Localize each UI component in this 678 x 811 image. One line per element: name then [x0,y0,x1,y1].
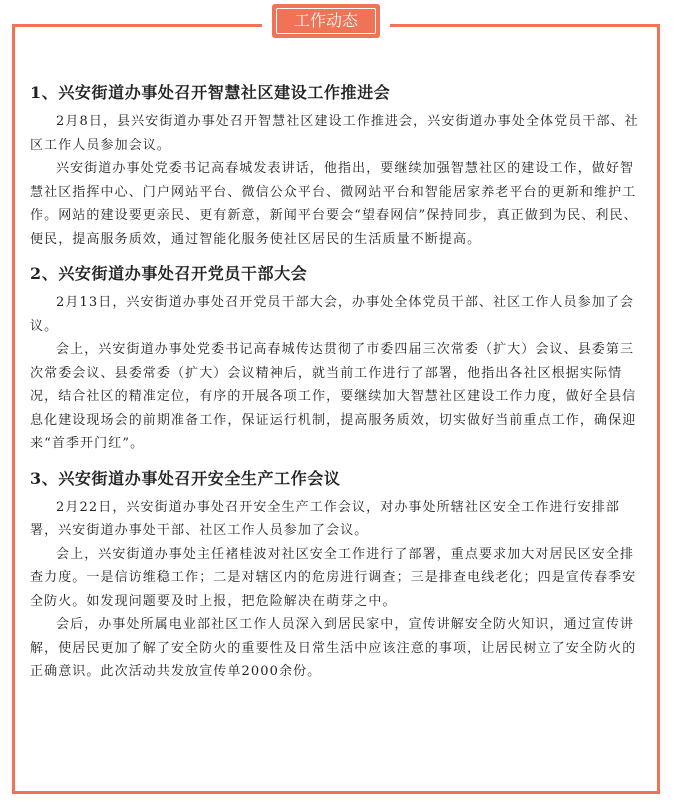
news-section-2 [30,263,640,456]
news-section-3 [30,468,640,684]
section-heading: 3、兴安街道办事处召开安全生产工作会议 [30,468,341,488]
news-section-1 [30,82,640,251]
paragraph: 2月8日，县兴安街道办事处召开智慧社区建设工作推进会，兴安街道办事处全体党员干部、社区工作人员参加会议。 [30,114,639,153]
paragraph: 兴安街道办事处党委书记高春城发表讲话，他指出，要继续加强智慧社区的建设工作，做好智慧社区指挥中心、门户网站平台、微信公众平台、微网站平台和智能居家养老平台的更新和维护工作。网站的建设要更亲民、更有新意，新闻平台要会“望春网信”保持同步，真正做到为民、利民、便民，提高服务质效，通过智能化服务使社区居民的生活质量不断提高。 [30,161,638,247]
section-heading: 2、兴安街道办事处召开党员干部大会 [30,264,308,283]
section-tag-border [276,8,376,34]
paragraph: 2月13日，兴安街道办事处召开党员干部大会，办事处全体党员干部、社区工作人员参加了会议。 [30,295,635,334]
paragraph: 会后，办事处所属电业部社区工作人员深入到居民家中，宣传讲解安全防火知识，通过宣传讲解，使居民更加了解了安全防火的重要性及日常生活中应该注意的事项，让居民树立了安全防火的正确意识。此次活动共发放宣传单2000余份。 [30,617,637,679]
paragraph: 会上，兴安街道办事处主任褚桂波对社区安全工作进行了部署，重点要求加大对居民区安全排查力度。一是信访维稳工作；二是对辖区内的危房进行调查；三是排查电线老化；四是宣传春季安全防火。如发现问题要及时上报，把危险解决在萌芽之中。 [30,546,637,609]
paragraph: 会上，兴安街道办事处党委书记高春城传达贯彻了市委四届三次常委（扩大）会议、县委第三次常委会议、县委常委（扩大）会议精神后，就当前工作进行了部署，他指出各社区根据实际情况，结合社区的精准定位，有序的开展各项工作，要继续加大智慧社区建设工作力度，做好全县信息化建设现场会的前期准备工作，保证运行机制，提高服务质效，切实做好当前重点工作，确保迎来“首季开门红”。 [30,342,637,451]
section-heading: 1、兴安街道办事处召开智慧社区建设工作推进会 [30,83,391,102]
article-body [30,70,640,684]
section-tag [272,4,380,38]
paragraph: 2月22日，兴安街道办事处召开安全生产工作会议，对办事处所辖社区安全工作进行安排部署，兴安街道办事处干部、社区工作人员参加了会议。 [30,499,620,538]
section-tag-label: 工作动态 [293,11,358,30]
